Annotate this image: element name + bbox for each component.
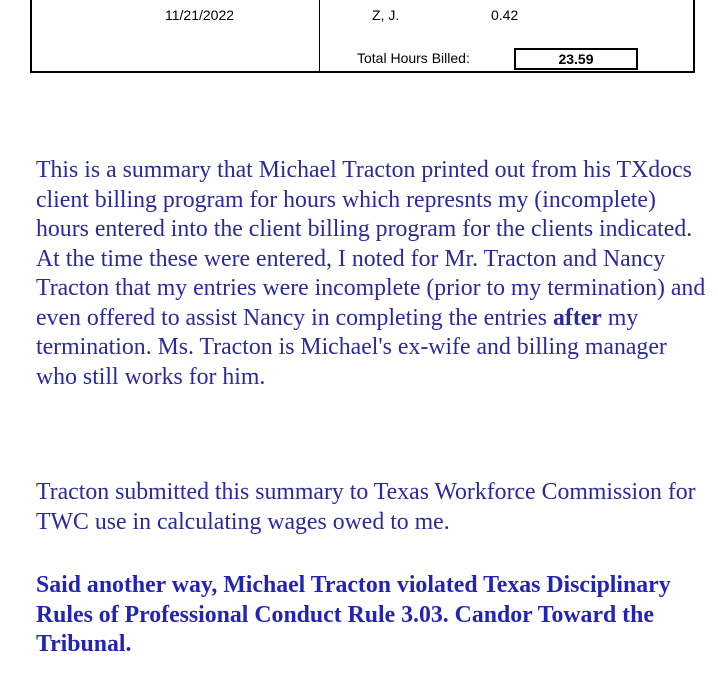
summary-text-part1: This is a summary that Michael Tracton printed out from his TXdocs client billing program for hours which represnts my (incomplete) hours entered into the client billing program for the clients indicated. At the time these were entered, I noted for Mr. Tracton and Nancy Tracton that my entries were incomplete (prior to my termination) and even offered to assist Nancy in completing the entries (36, 157, 706, 331)
summary-paragraph (36, 156, 710, 392)
row-name: Z, J. (372, 7, 400, 23)
total-hours-value: 23.59 (514, 48, 638, 70)
row-date: 11/21/2022 (165, 7, 235, 23)
emphasis-after: after (553, 304, 602, 331)
row-hours: 0.42 (491, 7, 519, 23)
column-divider (319, 0, 320, 71)
summary-text-part2: my termination. Ms. Tracton is Michael's ex-wife and billing manager who still works for him. (36, 304, 667, 390)
conclusion-paragraph: Said another way, Michael Tracton violated Texas Disciplinary Rules of Professional Conduct Rule 3.03. Candor Toward the Tribunal. (36, 572, 671, 657)
billing-summary-table (30, 0, 695, 73)
total-hours-label: Total Hours Billed: (357, 50, 470, 66)
twc-paragraph: Tracton submitted this summary to Texas Workforce Commission for TWC use in calculating wages owed to me. (36, 479, 696, 535)
